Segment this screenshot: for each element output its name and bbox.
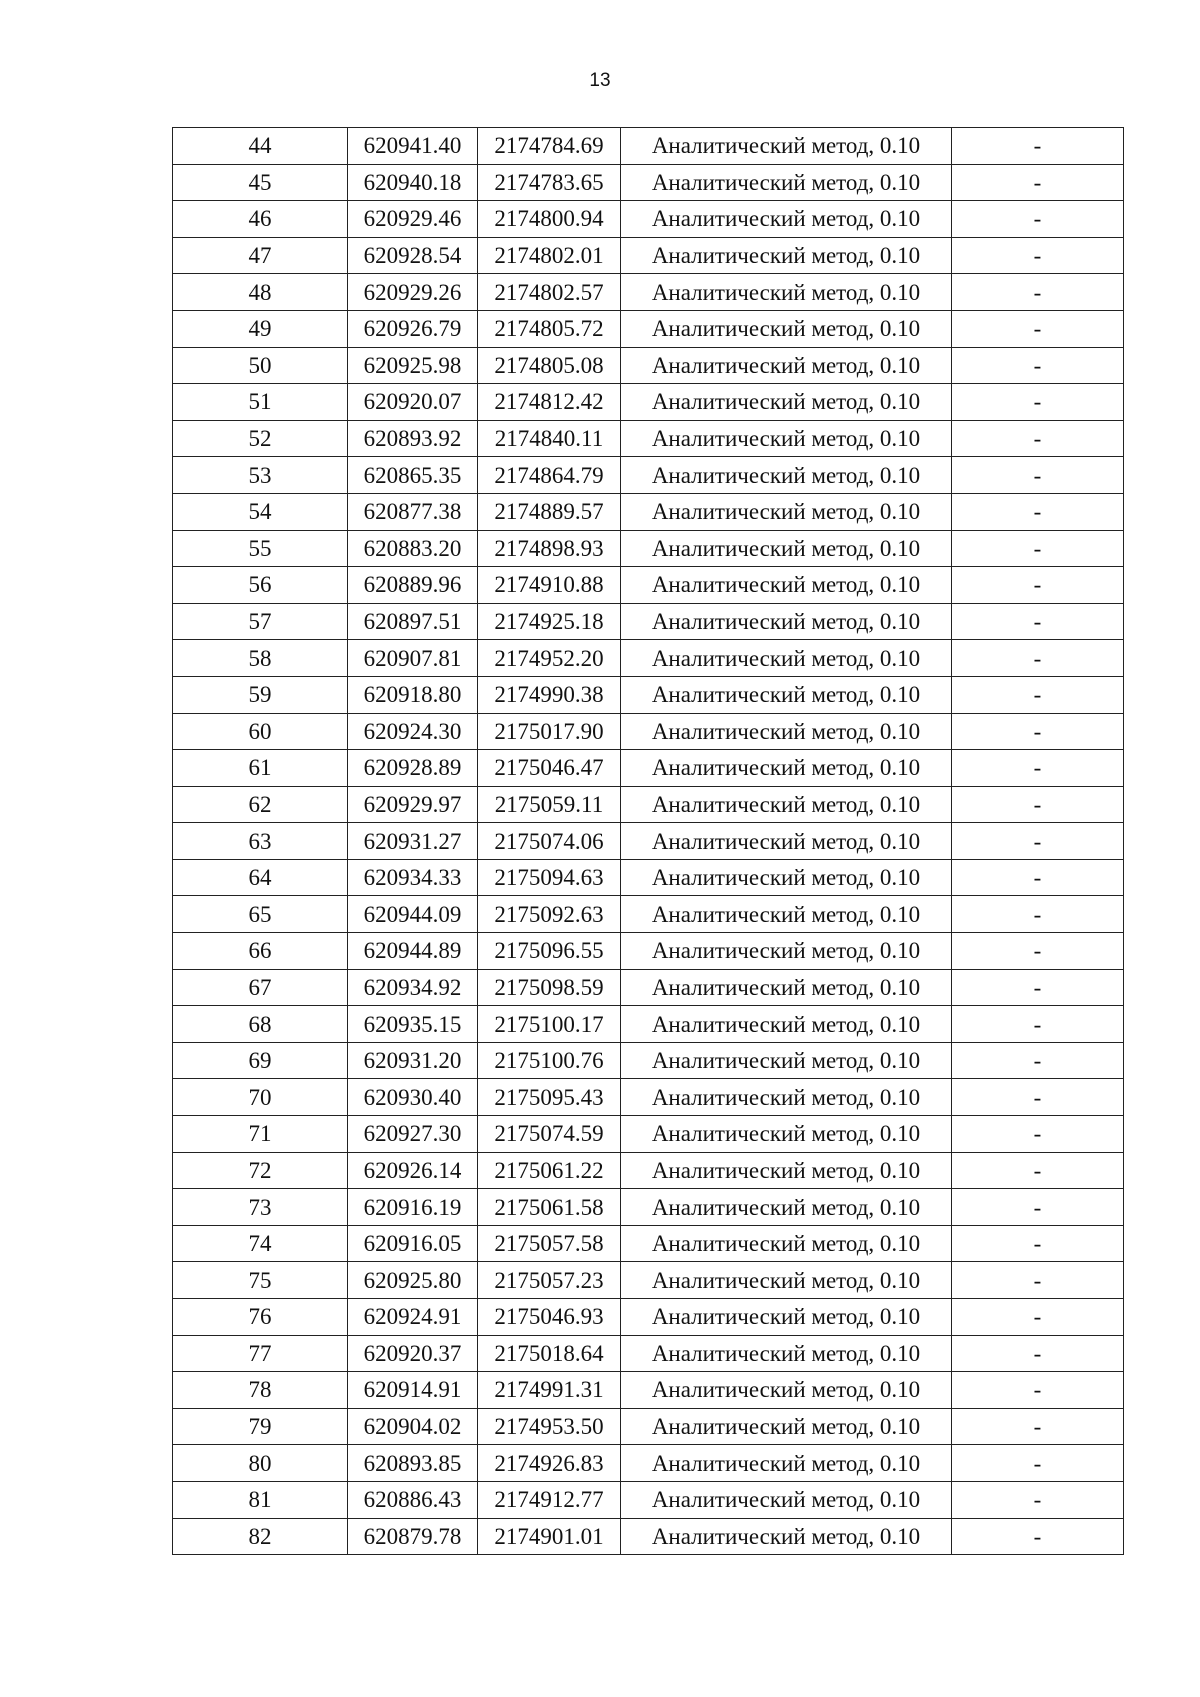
y-coordinate-cell: 2175095.43 [478,1079,621,1116]
description-cell: - [952,1079,1124,1116]
method-accuracy-cell: Аналитический метод, 0.10 [621,1335,952,1372]
table-row [173,1189,1124,1226]
y-coordinate-cell: 2174912.77 [478,1481,621,1518]
y-coordinate-cell: 2174991.31 [478,1372,621,1409]
y-coordinate-cell: 2175074.59 [478,1116,621,1153]
table-row [173,1152,1124,1189]
point-number-cell: 66 [173,933,348,970]
y-coordinate-cell: 2174990.38 [478,676,621,713]
description-cell: - [952,713,1124,750]
point-number-cell: 65 [173,896,348,933]
y-coordinate-cell: 2174805.08 [478,347,621,384]
description-cell: - [952,786,1124,823]
table-row [173,933,1124,970]
point-number-cell: 60 [173,713,348,750]
table-row [173,640,1124,677]
method-accuracy-cell: Аналитический метод, 0.10 [621,969,952,1006]
point-number-cell: 58 [173,640,348,677]
method-accuracy-cell: Аналитический метод, 0.10 [621,1152,952,1189]
description-cell: - [952,969,1124,1006]
x-coordinate-cell: 620904.02 [348,1408,478,1445]
point-number-cell: 74 [173,1225,348,1262]
x-coordinate-cell: 620897.51 [348,603,478,640]
method-accuracy-cell: Аналитический метод, 0.10 [621,1225,952,1262]
x-coordinate-cell: 620929.26 [348,274,478,311]
table-row [173,1372,1124,1409]
method-accuracy-cell: Аналитический метод, 0.10 [621,676,952,713]
x-coordinate-cell: 620941.40 [348,128,478,165]
method-accuracy-cell: Аналитический метод, 0.10 [621,933,952,970]
y-coordinate-cell: 2175057.23 [478,1262,621,1299]
description-cell: - [952,1408,1124,1445]
y-coordinate-cell: 2175100.17 [478,1006,621,1043]
point-number-cell: 51 [173,384,348,421]
table-row [173,1079,1124,1116]
table-row [173,713,1124,750]
y-coordinate-cell: 2174802.57 [478,274,621,311]
y-coordinate-cell: 2175046.93 [478,1299,621,1336]
table-row [173,859,1124,896]
x-coordinate-cell: 620920.07 [348,384,478,421]
description-cell: - [952,128,1124,165]
y-coordinate-cell: 2175046.47 [478,750,621,787]
table-row [173,1116,1124,1153]
x-coordinate-cell: 620920.37 [348,1335,478,1372]
description-cell: - [952,1445,1124,1482]
description-cell: - [952,750,1124,787]
table-row [173,1299,1124,1336]
y-coordinate-cell: 2175057.58 [478,1225,621,1262]
description-cell: - [952,676,1124,713]
point-number-cell: 48 [173,274,348,311]
method-accuracy-cell: Аналитический метод, 0.10 [621,1116,952,1153]
description-cell: - [952,1262,1124,1299]
description-cell: - [952,1152,1124,1189]
table-row [173,530,1124,567]
point-number-cell: 75 [173,1262,348,1299]
method-accuracy-cell: Аналитический метод, 0.10 [621,713,952,750]
x-coordinate-cell: 620925.98 [348,347,478,384]
table-row [173,1518,1124,1555]
description-cell: - [952,896,1124,933]
description-cell: - [952,164,1124,201]
point-number-cell: 76 [173,1299,348,1336]
table-row [173,750,1124,787]
table-row [173,384,1124,421]
x-coordinate-cell: 620931.27 [348,823,478,860]
method-accuracy-cell: Аналитический метод, 0.10 [621,274,952,311]
description-cell: - [952,1042,1124,1079]
description-cell: - [952,530,1124,567]
table-row [173,237,1124,274]
x-coordinate-cell: 620924.91 [348,1299,478,1336]
table-row [173,1445,1124,1482]
y-coordinate-cell: 2174952.20 [478,640,621,677]
point-number-cell: 79 [173,1408,348,1445]
x-coordinate-cell: 620929.97 [348,786,478,823]
description-cell: - [952,1299,1124,1336]
table-row [173,274,1124,311]
point-number-cell: 47 [173,237,348,274]
point-number-cell: 63 [173,823,348,860]
method-accuracy-cell: Аналитический метод, 0.10 [621,1262,952,1299]
table-row [173,1408,1124,1445]
y-coordinate-cell: 2175059.11 [478,786,621,823]
point-number-cell: 56 [173,567,348,604]
description-cell: - [952,201,1124,238]
y-coordinate-cell: 2175074.06 [478,823,621,860]
description-cell: - [952,933,1124,970]
table-row [173,823,1124,860]
y-coordinate-cell: 2174926.83 [478,1445,621,1482]
method-accuracy-cell: Аналитический метод, 0.10 [621,567,952,604]
page-number: 13 [589,70,611,91]
method-accuracy-cell: Аналитический метод, 0.10 [621,640,952,677]
point-number-cell: 68 [173,1006,348,1043]
point-number-cell: 64 [173,859,348,896]
table-row [173,310,1124,347]
y-coordinate-cell: 2174898.93 [478,530,621,567]
description-cell: - [952,823,1124,860]
x-coordinate-cell: 620924.30 [348,713,478,750]
point-number-cell: 45 [173,164,348,201]
point-number-cell: 53 [173,457,348,494]
method-accuracy-cell: Аналитический метод, 0.10 [621,1372,952,1409]
method-accuracy-cell: Аналитический метод, 0.10 [621,530,952,567]
y-coordinate-cell: 2175096.55 [478,933,621,970]
table-row [173,896,1124,933]
method-accuracy-cell: Аналитический метод, 0.10 [621,1518,952,1555]
y-coordinate-cell: 2175094.63 [478,859,621,896]
method-accuracy-cell: Аналитический метод, 0.10 [621,493,952,530]
y-coordinate-cell: 2174910.88 [478,567,621,604]
method-accuracy-cell: Аналитический метод, 0.10 [621,384,952,421]
x-coordinate-cell: 620865.35 [348,457,478,494]
y-coordinate-cell: 2175061.22 [478,1152,621,1189]
method-accuracy-cell: Аналитический метод, 0.10 [621,603,952,640]
method-accuracy-cell: Аналитический метод, 0.10 [621,310,952,347]
y-coordinate-cell: 2174805.72 [478,310,621,347]
description-cell: - [952,274,1124,311]
description-cell: - [952,1518,1124,1555]
point-number-cell: 52 [173,420,348,457]
point-number-cell: 72 [173,1152,348,1189]
table-row [173,347,1124,384]
description-cell: - [952,1225,1124,1262]
description-cell: - [952,1116,1124,1153]
method-accuracy-cell: Аналитический метод, 0.10 [621,128,952,165]
point-number-cell: 69 [173,1042,348,1079]
table-row [173,493,1124,530]
description-cell: - [952,567,1124,604]
table-body [173,128,1124,1555]
x-coordinate-cell: 620944.09 [348,896,478,933]
point-number-cell: 71 [173,1116,348,1153]
description-cell: - [952,1481,1124,1518]
method-accuracy-cell: Аналитический метод, 0.10 [621,896,952,933]
method-accuracy-cell: Аналитический метод, 0.10 [621,420,952,457]
description-cell: - [952,457,1124,494]
x-coordinate-cell: 620918.80 [348,676,478,713]
y-coordinate-cell: 2175017.90 [478,713,621,750]
y-coordinate-cell: 2174901.01 [478,1518,621,1555]
table-row [173,420,1124,457]
method-accuracy-cell: Аналитический метод, 0.10 [621,1481,952,1518]
description-cell: - [952,347,1124,384]
table-row [173,164,1124,201]
x-coordinate-cell: 620926.14 [348,1152,478,1189]
y-coordinate-cell: 2174784.69 [478,128,621,165]
x-coordinate-cell: 620930.40 [348,1079,478,1116]
x-coordinate-cell: 620934.92 [348,969,478,1006]
x-coordinate-cell: 620927.30 [348,1116,478,1153]
description-cell: - [952,1006,1124,1043]
method-accuracy-cell: Аналитический метод, 0.10 [621,750,952,787]
table-row [173,969,1124,1006]
y-coordinate-cell: 2174800.94 [478,201,621,238]
method-accuracy-cell: Аналитический метод, 0.10 [621,823,952,860]
x-coordinate-cell: 620889.96 [348,567,478,604]
description-cell: - [952,237,1124,274]
method-accuracy-cell: Аналитический метод, 0.10 [621,164,952,201]
table-row [173,1335,1124,1372]
method-accuracy-cell: Аналитический метод, 0.10 [621,1299,952,1336]
x-coordinate-cell: 620931.20 [348,1042,478,1079]
x-coordinate-cell: 620886.43 [348,1481,478,1518]
point-number-cell: 81 [173,1481,348,1518]
description-cell: - [952,1372,1124,1409]
x-coordinate-cell: 620883.20 [348,530,478,567]
x-coordinate-cell: 620925.80 [348,1262,478,1299]
x-coordinate-cell: 620916.05 [348,1225,478,1262]
x-coordinate-cell: 620879.78 [348,1518,478,1555]
table-row [173,1481,1124,1518]
method-accuracy-cell: Аналитический метод, 0.10 [621,237,952,274]
description-cell: - [952,640,1124,677]
table-row [173,1225,1124,1262]
method-accuracy-cell: Аналитический метод, 0.10 [621,859,952,896]
point-number-cell: 78 [173,1372,348,1409]
x-coordinate-cell: 620928.54 [348,237,478,274]
point-number-cell: 77 [173,1335,348,1372]
x-coordinate-cell: 620893.92 [348,420,478,457]
y-coordinate-cell: 2174864.79 [478,457,621,494]
point-number-cell: 54 [173,493,348,530]
table-row [173,1042,1124,1079]
description-cell: - [952,1189,1124,1226]
point-number-cell: 62 [173,786,348,823]
y-coordinate-cell: 2174802.01 [478,237,621,274]
table-row [173,128,1124,165]
point-number-cell: 70 [173,1079,348,1116]
y-coordinate-cell: 2174840.11 [478,420,621,457]
table-row [173,676,1124,713]
coordinates-table [172,127,1124,1555]
method-accuracy-cell: Аналитический метод, 0.10 [621,457,952,494]
x-coordinate-cell: 620914.91 [348,1372,478,1409]
method-accuracy-cell: Аналитический метод, 0.10 [621,1445,952,1482]
x-coordinate-cell: 620926.79 [348,310,478,347]
method-accuracy-cell: Аналитический метод, 0.10 [621,1408,952,1445]
description-cell: - [952,603,1124,640]
method-accuracy-cell: Аналитический метод, 0.10 [621,1006,952,1043]
point-number-cell: 57 [173,603,348,640]
point-number-cell: 50 [173,347,348,384]
x-coordinate-cell: 620916.19 [348,1189,478,1226]
y-coordinate-cell: 2174889.57 [478,493,621,530]
y-coordinate-cell: 2175061.58 [478,1189,621,1226]
x-coordinate-cell: 620940.18 [348,164,478,201]
description-cell: - [952,310,1124,347]
description-cell: - [952,384,1124,421]
description-cell: - [952,859,1124,896]
point-number-cell: 44 [173,128,348,165]
y-coordinate-cell: 2175100.76 [478,1042,621,1079]
point-number-cell: 49 [173,310,348,347]
x-coordinate-cell: 620877.38 [348,493,478,530]
x-coordinate-cell: 620907.81 [348,640,478,677]
point-number-cell: 55 [173,530,348,567]
x-coordinate-cell: 620893.85 [348,1445,478,1482]
y-coordinate-cell: 2175098.59 [478,969,621,1006]
table-row [173,1262,1124,1299]
method-accuracy-cell: Аналитический метод, 0.10 [621,1189,952,1226]
x-coordinate-cell: 620935.15 [348,1006,478,1043]
x-coordinate-cell: 620929.46 [348,201,478,238]
y-coordinate-cell: 2174812.42 [478,384,621,421]
method-accuracy-cell: Аналитический метод, 0.10 [621,1079,952,1116]
table-row [173,457,1124,494]
y-coordinate-cell: 2175018.64 [478,1335,621,1372]
y-coordinate-cell: 2174953.50 [478,1408,621,1445]
point-number-cell: 82 [173,1518,348,1555]
x-coordinate-cell: 620928.89 [348,750,478,787]
x-coordinate-cell: 620934.33 [348,859,478,896]
y-coordinate-cell: 2175092.63 [478,896,621,933]
table-row [173,567,1124,604]
x-coordinate-cell: 620944.89 [348,933,478,970]
y-coordinate-cell: 2174925.18 [478,603,621,640]
method-accuracy-cell: Аналитический метод, 0.10 [621,347,952,384]
table-row [173,603,1124,640]
point-number-cell: 80 [173,1445,348,1482]
description-cell: - [952,493,1124,530]
point-number-cell: 73 [173,1189,348,1226]
table-row [173,786,1124,823]
point-number-cell: 59 [173,676,348,713]
point-number-cell: 61 [173,750,348,787]
method-accuracy-cell: Аналитический метод, 0.10 [621,1042,952,1079]
description-cell: - [952,1335,1124,1372]
method-accuracy-cell: Аналитический метод, 0.10 [621,786,952,823]
method-accuracy-cell: Аналитический метод, 0.10 [621,201,952,238]
table-row [173,1006,1124,1043]
point-number-cell: 46 [173,201,348,238]
description-cell: - [952,420,1124,457]
table-row [173,201,1124,238]
y-coordinate-cell: 2174783.65 [478,164,621,201]
point-number-cell: 67 [173,969,348,1006]
